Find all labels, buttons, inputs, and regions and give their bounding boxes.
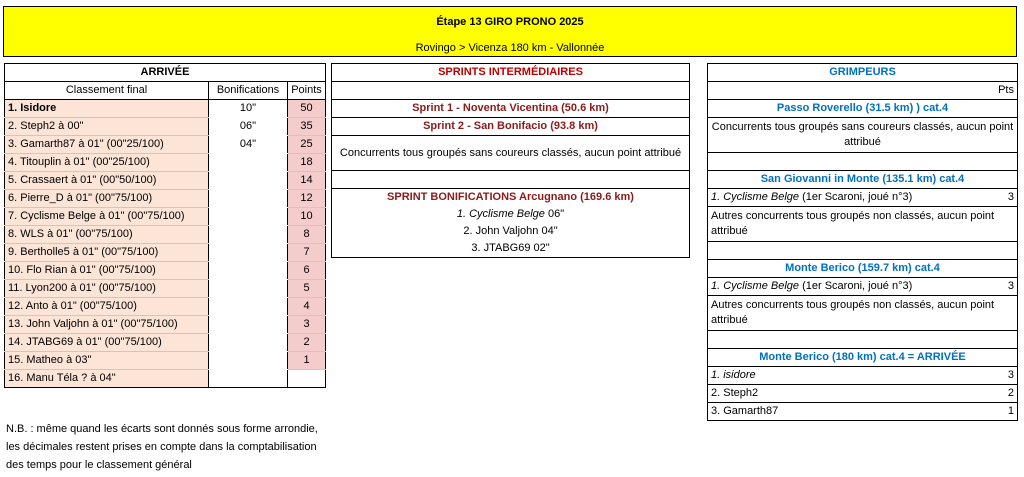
- sprint-bonif-rider: 2. John Valjohn: [463, 225, 539, 237]
- col-points: Points: [288, 82, 326, 100]
- grimpeurs-pts-label: Pts: [708, 82, 1018, 100]
- arrivee-row: [5, 262, 326, 280]
- climb4-results: [708, 367, 1018, 421]
- rider-name: 3. Gamarth87 à 01" (00"25/100): [5, 136, 209, 154]
- arrivee-row: [5, 118, 326, 136]
- rider-points: 7: [288, 244, 326, 262]
- rider-name: 16. Manu Téla ? à 04": [5, 370, 209, 388]
- climb4-label: Monte Berico (180 km) cat.4 = ARRIVÉE: [708, 349, 1018, 367]
- arrivee-rows: [5, 100, 326, 388]
- rider-name: 8. WLS à 01" (00"75/100): [5, 226, 209, 244]
- sprints-title: SPRINTS INTERMÉDIAIRES: [332, 64, 690, 82]
- climb2-label: San Giovanni in Monte (135.1 km) cat.4: [708, 171, 1018, 189]
- rider-points: 5: [288, 280, 326, 298]
- climb4-rider: 1. isidore: [711, 369, 756, 381]
- stage-subtitle: Rovingo > Vicenza 180 km - Vallonnée: [415, 42, 605, 54]
- arrivee-row: [5, 280, 326, 298]
- rider-bonification: [209, 262, 288, 280]
- rider-points: 25: [288, 136, 326, 154]
- rider-name: 6. Pierre_D à 01" (00"75/100): [5, 190, 209, 208]
- rider-bonification: [209, 316, 288, 334]
- climb3-first-detail: (1er Scaroni, joué n°3): [799, 280, 913, 292]
- climb4-row: [708, 385, 1018, 403]
- rider-points: 2: [288, 334, 326, 352]
- rider-bonification: [209, 244, 288, 262]
- rider-bonification: [209, 190, 288, 208]
- climb2-first-name: 1. Cyclisme Belge: [711, 191, 800, 203]
- climb4-row: [708, 367, 1018, 385]
- sprint-bonif-row: [332, 240, 690, 258]
- rider-name: 13. John Valjohn à 01" (00"75/100): [5, 316, 209, 334]
- sprint-bonif-results: [332, 206, 690, 258]
- climb4-pts: 2: [1007, 387, 1014, 399]
- grimpeurs-title: GRIMPEURS: [708, 64, 1018, 82]
- sprints-empty-row-2: [332, 171, 690, 189]
- rider-points: 12: [288, 190, 326, 208]
- rider-bonification: [209, 226, 288, 244]
- rider-points: 6: [288, 262, 326, 280]
- sprint-bonif-row: [332, 206, 690, 223]
- sprints-note: Concurrents tous groupés sans coureurs classés, aucun point attribué: [332, 136, 690, 171]
- rider-name: 9. Bertholle5 à 01" (00"75/100): [5, 244, 209, 262]
- climb4-rider: 3. Gamarth87: [711, 405, 779, 417]
- grimpeurs-empty-row-2: [708, 242, 1018, 260]
- arrivee-table: [4, 63, 326, 388]
- rider-bonification: [209, 172, 288, 190]
- sprint-bonif-rider: 3. JTABG69: [471, 242, 531, 254]
- rider-bonification: [209, 208, 288, 226]
- arrivee-row: [5, 244, 326, 262]
- arrivee-row: [5, 334, 326, 352]
- rider-points: [288, 370, 326, 388]
- sprint-bonif-time: 06": [547, 208, 565, 220]
- sprint-bonif-rider: 1. Cyclisme Belge: [456, 208, 545, 220]
- rider-points: 18: [288, 154, 326, 172]
- rider-name: 11. Lyon200 à 01" (00"75/100): [5, 280, 209, 298]
- rider-bonification: 04": [209, 136, 288, 154]
- grimpeurs-empty-row-3: [708, 331, 1018, 349]
- rider-name: 4. Titouplin à 01" (00"25/100): [5, 154, 209, 172]
- climb2-first-pts: 3: [1007, 191, 1014, 203]
- grimpeurs-empty-row: [708, 153, 1018, 171]
- sprint-bonif-title: SPRINT BONIFICATIONS Arcugnano (169.6 km): [332, 189, 690, 207]
- rider-name: 12. Anto à 01" (00"75/100): [5, 298, 209, 316]
- sprint-bonif-time: 02": [533, 242, 550, 254]
- rider-bonification: 10": [209, 100, 288, 118]
- climb3-label: Monte Berico (159.7 km) cat.4: [708, 260, 1018, 278]
- rider-name: 10. Flo Rian à 01" (00"75/100): [5, 262, 209, 280]
- climb3-first-name: 1. Cyclisme Belge: [711, 280, 800, 292]
- climb3-note: Autres concurrents tous groupés non classés, aucun point attribué: [708, 296, 1018, 331]
- climb4-pts: 1: [1007, 405, 1014, 417]
- footnote: N.B. : même quand les écarts sont donnés sous forme arrondie, les décimales restent prises en compte dans la comptabilisation des temps pour le classement général: [6, 423, 318, 471]
- rider-points: 4: [288, 298, 326, 316]
- rider-points: 14: [288, 172, 326, 190]
- sprint-bonif-row: [332, 223, 690, 240]
- sprint2-label: Sprint 2 - San Bonifacio (93.8 km): [332, 118, 690, 136]
- climb4-rider: 2. Steph2: [711, 387, 759, 399]
- rider-bonification: [209, 334, 288, 352]
- arrivee-title: ARRIVÉE: [5, 64, 326, 82]
- sprint1-label: Sprint 1 - Noventa Vicentina (50.6 km): [332, 100, 690, 118]
- grimpeurs-table: [707, 63, 1018, 421]
- sprints-empty-row: [332, 82, 690, 100]
- rider-name: 7. Cyclisme Belge à 01" (00"75/100): [5, 208, 209, 226]
- climb2-note: Autres concurrents tous groupés non classés, aucun point attribué: [708, 207, 1018, 242]
- rider-name: 2. Steph2 à 00": [5, 118, 209, 136]
- stage-header: [3, 6, 1017, 57]
- rider-points: 1: [288, 352, 326, 370]
- sprint-bonif-time: 04": [541, 225, 558, 237]
- rider-points: 10: [288, 208, 326, 226]
- climb1-note: Concurrents tous groupés sans coureurs classés, aucun point attribué: [708, 118, 1018, 153]
- arrivee-row: [5, 352, 326, 370]
- sprints-table: [331, 63, 690, 258]
- climb2-result: [708, 189, 1018, 207]
- col-classement: Classement final: [5, 82, 209, 100]
- arrivee-row: [5, 370, 326, 388]
- climb3-first-pts: 3: [1007, 280, 1014, 292]
- arrivee-row: [5, 172, 326, 190]
- arrivee-row: [5, 298, 326, 316]
- stage-title: Étape 13 GIRO PRONO 2025: [436, 16, 584, 28]
- arrivee-row: [5, 100, 326, 118]
- rider-bonification: 06": [209, 118, 288, 136]
- rider-name: 14. JTABG69 à 01" (00"75/100): [5, 334, 209, 352]
- rider-bonification: [209, 280, 288, 298]
- rider-name: 5. Crassaert à 01" (00"50/100): [5, 172, 209, 190]
- arrivee-row: [5, 136, 326, 154]
- arrivee-row: [5, 154, 326, 172]
- rider-bonification: [209, 370, 288, 388]
- rider-bonification: [209, 352, 288, 370]
- arrivee-row: [5, 226, 326, 244]
- rider-points: 3: [288, 316, 326, 334]
- rider-points: 35: [288, 118, 326, 136]
- rider-points: 8: [288, 226, 326, 244]
- arrivee-row: [5, 316, 326, 334]
- rider-bonification: [209, 298, 288, 316]
- rider-points: 50: [288, 100, 326, 118]
- climb1-label: Passo Roverello (31.5 km) ) cat.4: [708, 100, 1018, 118]
- rider-name: 1. Isidore: [5, 100, 209, 118]
- arrivee-row: [5, 190, 326, 208]
- rider-name: 15. Matheo à 03": [5, 352, 209, 370]
- climb4-pts: 3: [1007, 369, 1014, 381]
- col-bonifications: Bonifications: [209, 82, 288, 100]
- arrivee-row: [5, 208, 326, 226]
- rider-bonification: [209, 154, 288, 172]
- climb3-result: [708, 278, 1018, 296]
- climb2-first-detail: (1er Scaroni, joué n°3): [799, 191, 913, 203]
- climb4-row: [708, 403, 1018, 421]
